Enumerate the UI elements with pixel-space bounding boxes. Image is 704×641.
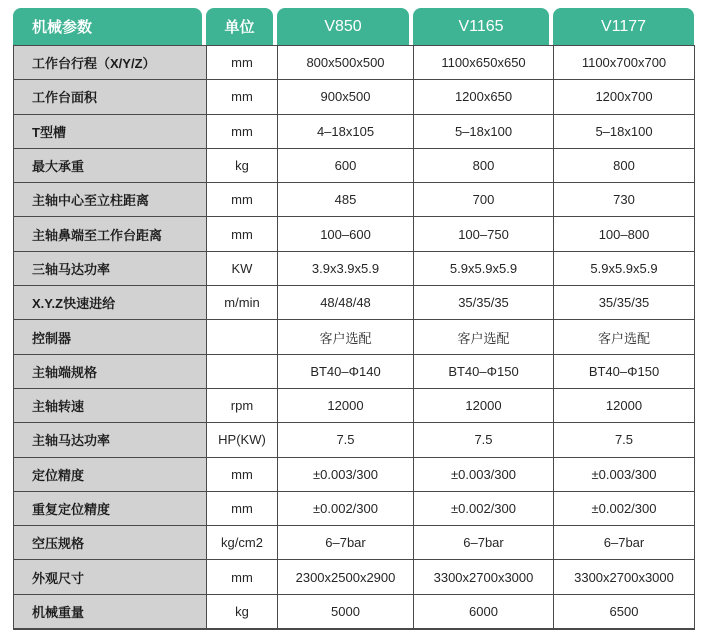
param-label: 主轴鼻端至工作台距离 [14, 217, 207, 251]
table-row [14, 320, 695, 354]
param-label: 最大承重 [14, 148, 207, 182]
value-cell-v1177: ±0.003/300 [554, 457, 695, 491]
value-cell-v1177: 1100x700x700 [554, 46, 695, 80]
value-cell-v850: 7.5 [278, 423, 414, 457]
unit-cell: mm [207, 560, 278, 594]
table-row [14, 560, 695, 594]
header-unit-label: 单位 [206, 8, 273, 45]
table-row [14, 217, 695, 251]
value-cell-v850: 100–600 [278, 217, 414, 251]
value-cell-v850: 800x500x500 [278, 46, 414, 80]
header-param-label: 机械参数 [13, 8, 202, 45]
table-row [14, 251, 695, 285]
table-row [14, 114, 695, 148]
value-cell-v1177: 730 [554, 183, 695, 217]
table-row [14, 148, 695, 182]
unit-cell: KW [207, 251, 278, 285]
param-label: 工作台面积 [14, 80, 207, 114]
value-cell-v1165: ±0.003/300 [414, 457, 554, 491]
table-row [14, 80, 695, 114]
table-row [14, 526, 695, 560]
table-row [14, 183, 695, 217]
table-row [14, 286, 695, 320]
table-row [14, 388, 695, 422]
param-label: 三轴马达功率 [14, 251, 207, 285]
value-cell-v1165: 5.9x5.9x5.9 [414, 251, 554, 285]
value-cell-v1177: 35/35/35 [554, 286, 695, 320]
value-cell-v850: 12000 [278, 388, 414, 422]
value-cell-v850: 6–7bar [278, 526, 414, 560]
header-model-v850: V850 [277, 8, 409, 45]
param-label: 控制器 [14, 320, 207, 354]
value-cell-v1165: 700 [414, 183, 554, 217]
unit-cell: m/min [207, 286, 278, 320]
spec-table [13, 8, 694, 630]
value-cell-v1177: 5–18x100 [554, 114, 695, 148]
table-row [14, 594, 695, 628]
table-row [14, 423, 695, 457]
value-cell-v850: ±0.002/300 [278, 491, 414, 525]
value-cell-v1165: BT40–Φ150 [414, 354, 554, 388]
unit-cell: kg [207, 148, 278, 182]
value-cell-v1165: 6–7bar [414, 526, 554, 560]
unit-cell: mm [207, 46, 278, 80]
value-cell-v850: 600 [278, 148, 414, 182]
param-label: 主轴中心至立柱距离 [14, 183, 207, 217]
value-cell-v1165: 1200x650 [414, 80, 554, 114]
param-label: 主轴马达功率 [14, 423, 207, 457]
table-row [14, 491, 695, 525]
param-label: 主轴端规格 [14, 354, 207, 388]
value-cell-v1177: 客户选配 [554, 320, 695, 354]
unit-cell: mm [207, 80, 278, 114]
param-label: T型槽 [14, 114, 207, 148]
param-label: 机械重量 [14, 594, 207, 628]
value-cell-v850: 4–18x105 [278, 114, 414, 148]
value-cell-v1165: 6000 [414, 594, 554, 628]
value-cell-v1177: 6500 [554, 594, 695, 628]
value-cell-v850: 900x500 [278, 80, 414, 114]
value-cell-v1165: 12000 [414, 388, 554, 422]
value-cell-v1177: 12000 [554, 388, 695, 422]
value-cell-v850: 485 [278, 183, 414, 217]
table-row [14, 354, 695, 388]
table-header-row [13, 8, 694, 45]
value-cell-v1165: 35/35/35 [414, 286, 554, 320]
table-row [14, 46, 695, 80]
param-label: 空压规格 [14, 526, 207, 560]
spec-table-body [13, 45, 695, 630]
unit-cell: kg/cm2 [207, 526, 278, 560]
unit-cell: mm [207, 183, 278, 217]
value-cell-v850: 5000 [278, 594, 414, 628]
value-cell-v850: 客户选配 [278, 320, 414, 354]
unit-cell: HP(KW) [207, 423, 278, 457]
value-cell-v850: 48/48/48 [278, 286, 414, 320]
value-cell-v1177: 7.5 [554, 423, 695, 457]
value-cell-v1165: 5–18x100 [414, 114, 554, 148]
value-cell-v850: 2300x2500x2900 [278, 560, 414, 594]
param-label: 外观尺寸 [14, 560, 207, 594]
value-cell-v1165: 3300x2700x3000 [414, 560, 554, 594]
header-model-v1177: V1177 [553, 8, 694, 45]
value-cell-v1177: ±0.002/300 [554, 491, 695, 525]
value-cell-v1177: 3300x2700x3000 [554, 560, 695, 594]
value-cell-v1165: 7.5 [414, 423, 554, 457]
unit-cell: kg [207, 594, 278, 628]
unit-cell [207, 354, 278, 388]
param-label: 主轴转速 [14, 388, 207, 422]
table-row [14, 457, 695, 491]
value-cell-v1165: 800 [414, 148, 554, 182]
param-label: 定位精度 [14, 457, 207, 491]
value-cell-v1177: 6–7bar [554, 526, 695, 560]
param-label: 重复定位精度 [14, 491, 207, 525]
param-label: X.Y.Z快速进给 [14, 286, 207, 320]
unit-cell: mm [207, 457, 278, 491]
param-label: 工作台行程（X/Y/Z） [14, 46, 207, 80]
value-cell-v850: ±0.003/300 [278, 457, 414, 491]
value-cell-v1177: 800 [554, 148, 695, 182]
value-cell-v1177: 5.9x5.9x5.9 [554, 251, 695, 285]
value-cell-v1165: 1100x650x650 [414, 46, 554, 80]
value-cell-v1177: 100–800 [554, 217, 695, 251]
value-cell-v1165: 100–750 [414, 217, 554, 251]
unit-cell: mm [207, 491, 278, 525]
value-cell-v850: 3.9x3.9x5.9 [278, 251, 414, 285]
value-cell-v1165: ±0.002/300 [414, 491, 554, 525]
unit-cell: rpm [207, 388, 278, 422]
header-model-v1165: V1165 [413, 8, 549, 45]
value-cell-v850: BT40–Φ140 [278, 354, 414, 388]
unit-cell [207, 320, 278, 354]
unit-cell: mm [207, 217, 278, 251]
unit-cell: mm [207, 114, 278, 148]
value-cell-v1177: BT40–Φ150 [554, 354, 695, 388]
value-cell-v1177: 1200x700 [554, 80, 695, 114]
value-cell-v1165: 客户选配 [414, 320, 554, 354]
